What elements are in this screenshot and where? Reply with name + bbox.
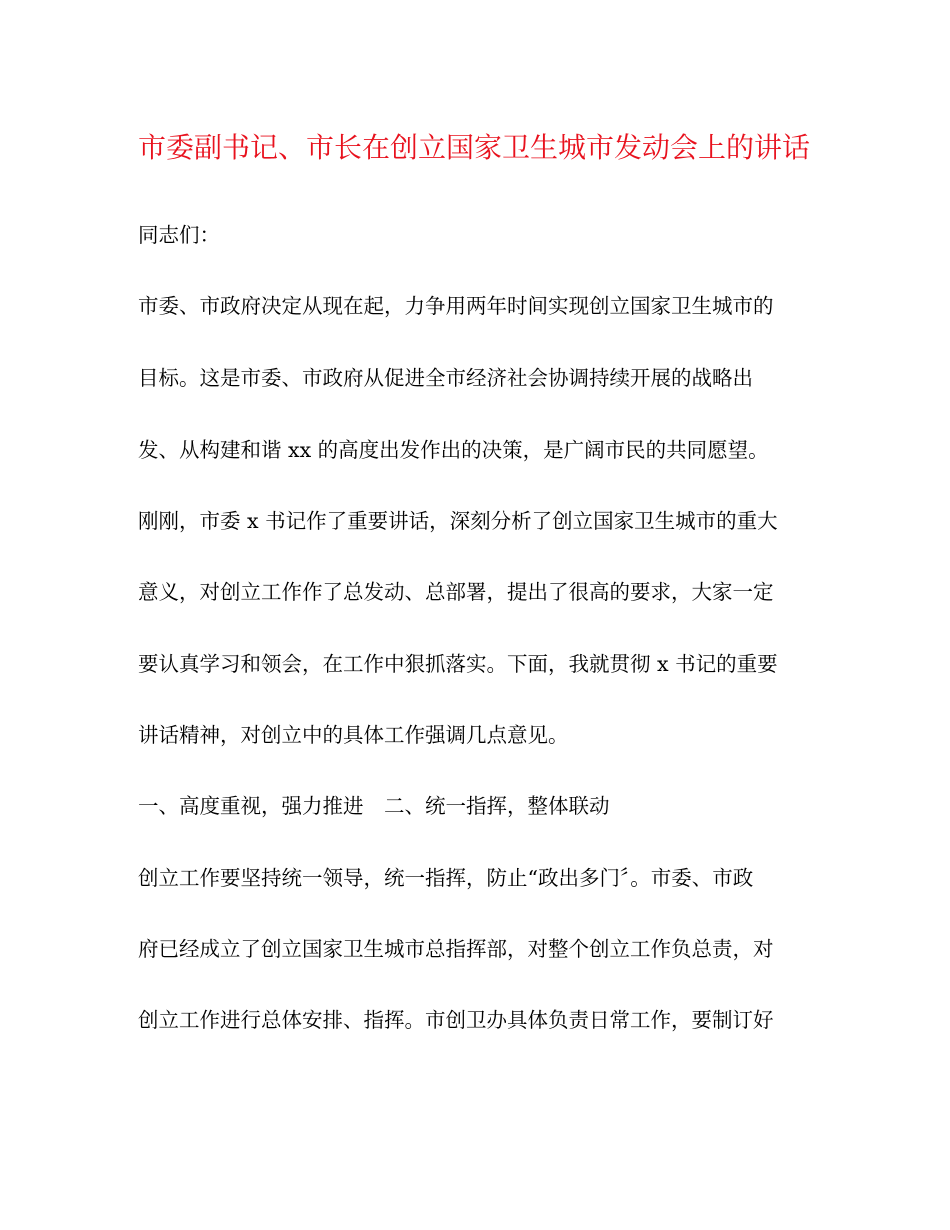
- body-line: 刚刚，市委 x 书记作了重要讲话，深刻分析了创立国家卫生城市的重大: [138, 509, 778, 533]
- body-line: 目标。这是市委、市政府从促进全市经济社会协调持续开展的战略出: [138, 366, 753, 390]
- body-line: 讲话精神，对创立中的具体工作强调几点意见。: [138, 723, 569, 747]
- body-line: 创立工作要坚持统一领导，统一指挥，防止“政出多门〞。市委、市政: [138, 866, 754, 890]
- salutation: 同志们：: [138, 223, 220, 247]
- body-line: 创立工作进行总体安排、指挥。市创卫办具体负责日常工作，要制订好: [138, 1008, 774, 1032]
- body-line: 意义，对创立工作作了总发动、总部署，提出了很高的要求，大家一定: [138, 580, 774, 604]
- document-title: 市委副书记、市长在创立国家卫生城市发动会上的讲话: [138, 131, 811, 164]
- body-line: 市委、市政府决定从现在起，力争用两年时间实现创立国家卫生城市的: [138, 294, 774, 318]
- section-heading: 一、高度重视，强力推进 二、统一指挥，整体联动: [138, 794, 610, 818]
- body-line: 府已经成立了创立国家卫生城市总指挥部，对整个创立工作负总责，对: [138, 937, 774, 961]
- body-line: 发、从构建和谐 xx 的高度出发作出的决策，是广阔市民的共同愿望。: [138, 438, 769, 462]
- body-line: 要认真学习和领会，在工作中狠抓落实。下面，我就贯彻 x 书记的重要: [138, 652, 778, 676]
